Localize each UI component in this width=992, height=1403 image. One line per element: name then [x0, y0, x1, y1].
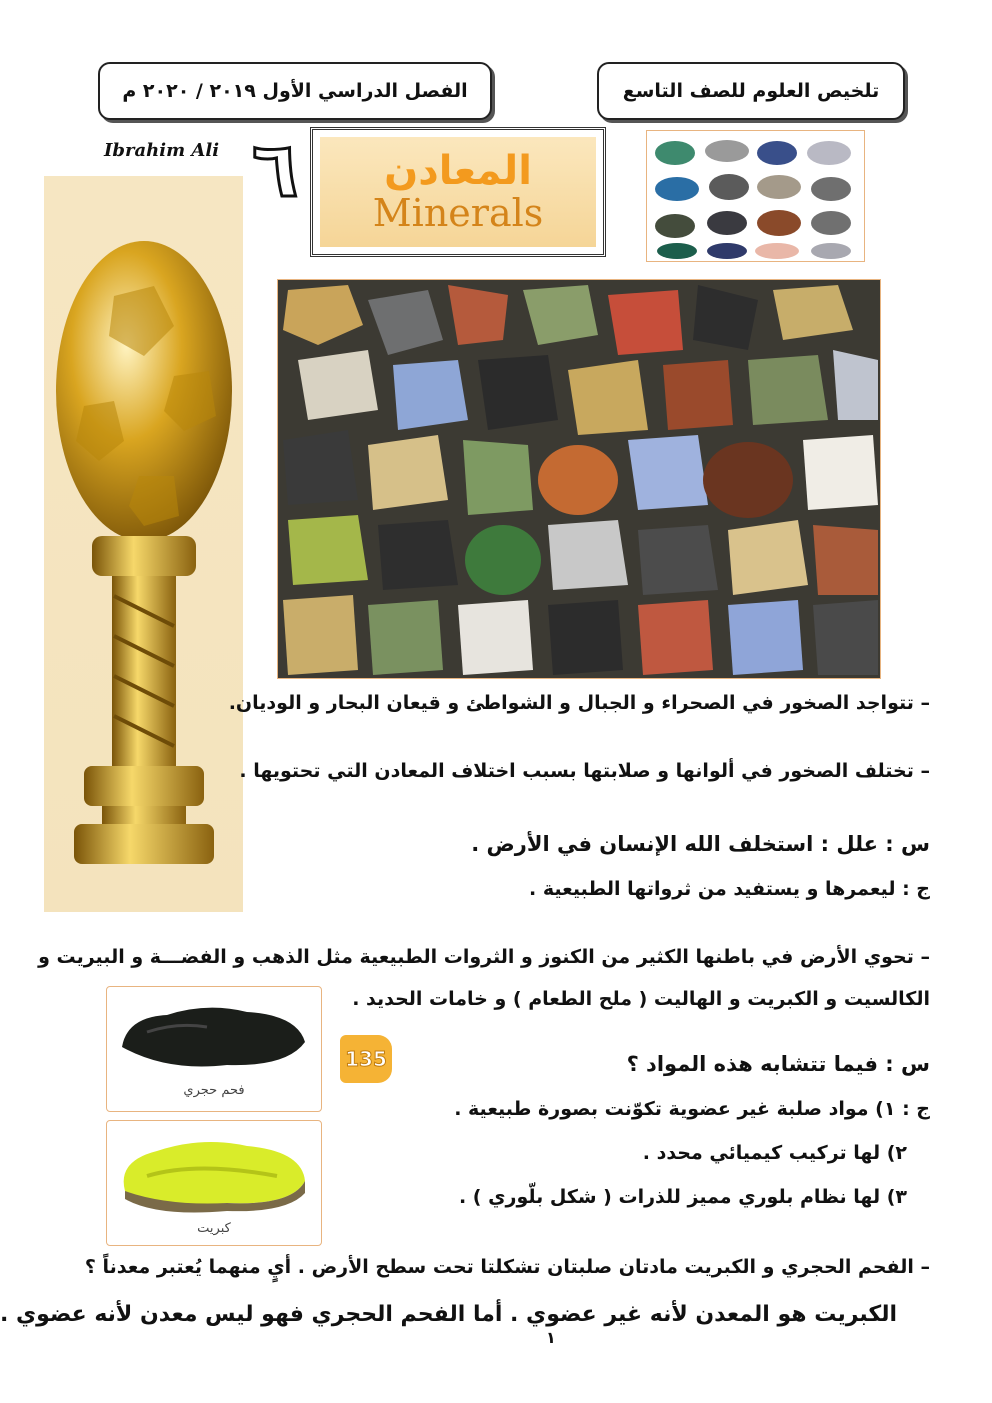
- text-line-1: – تتواجد الصخور في الصحراء و الجبال و الشواطئ و قيعان البحار و الوديان.: [228, 692, 930, 714]
- header-left-box: [98, 62, 492, 120]
- title-banner: [310, 127, 606, 257]
- text-line-2: – تختلف الصخور في ألوانها و صلابتها بسبب اختلاف المعادن التي تحتويها .: [239, 760, 930, 782]
- author-name: Ibrahim Ali: [104, 140, 220, 161]
- sulfur-caption: كبريت: [197, 1221, 231, 1236]
- course-title: تلخيص العلوم للصف التاسع: [622, 80, 880, 102]
- coal-caption: فحم حجري: [183, 1083, 245, 1098]
- final-answer: الكبريت هو المعدن لأنه غير عضوي . أما الفحم الحجري فهو ليس معدن لأنه عضوي .: [0, 1302, 897, 1327]
- answer-2-item-2: ٢) لها تركيب كيميائي محدد .: [642, 1142, 907, 1164]
- textbook-page-number: 135: [345, 1047, 387, 1071]
- golden-ball-trophy-image: [44, 176, 243, 912]
- coal-image: [106, 986, 322, 1112]
- question-2: س : فيما تتشابه هذه المواد ؟: [626, 1052, 930, 1076]
- answer-1: ج : ليعمرها و يستفيد من ثرواتها الطبيعية .: [529, 878, 930, 900]
- semester-label: الفصل الدراسي الأول ٢٠١٩ / ٢٠٢٠ م: [122, 80, 468, 102]
- textbook-page-badge: [340, 1035, 392, 1083]
- mineral-samples-image: [646, 130, 865, 262]
- text-line-3a: – تحوي الأرض في باطنها الكثير من الكنوز و الثروات الطبيعية مثل الذهب و الفضـــة و البيريت و: [38, 946, 930, 968]
- header-right-box: [597, 62, 905, 120]
- page-number: ١: [546, 1328, 556, 1347]
- colorful-rocks-image: [277, 279, 881, 679]
- sulfur-image: [106, 1120, 322, 1246]
- answer-2-item-3: ٣) لها نظام بلوري مميز للذرات ( شكل بلّوري ) .: [458, 1186, 907, 1208]
- text-line-3b: الكالسيت و الكبريت و الهاليت ( ملح الطعام ) و خامات الحديد .: [352, 988, 930, 1010]
- text-line-4: – الفحم الحجري و الكبريت مادتان صلبتان تشكلتا تحت سطح الأرض . أيٍ منهما يُعتبر معدناً ؟: [84, 1256, 930, 1278]
- question-1: س : علل : استخلف الله الإنسان في الأرض .: [471, 832, 930, 856]
- chapter-number: ٦: [252, 125, 299, 214]
- title-english: Minerals: [372, 191, 544, 236]
- answer-2-item-1: ج : ١) مواد صلبة غير عضوية تكوّنت بصورة طبيعية .: [454, 1098, 930, 1120]
- title-arabic: المعادن: [384, 148, 532, 195]
